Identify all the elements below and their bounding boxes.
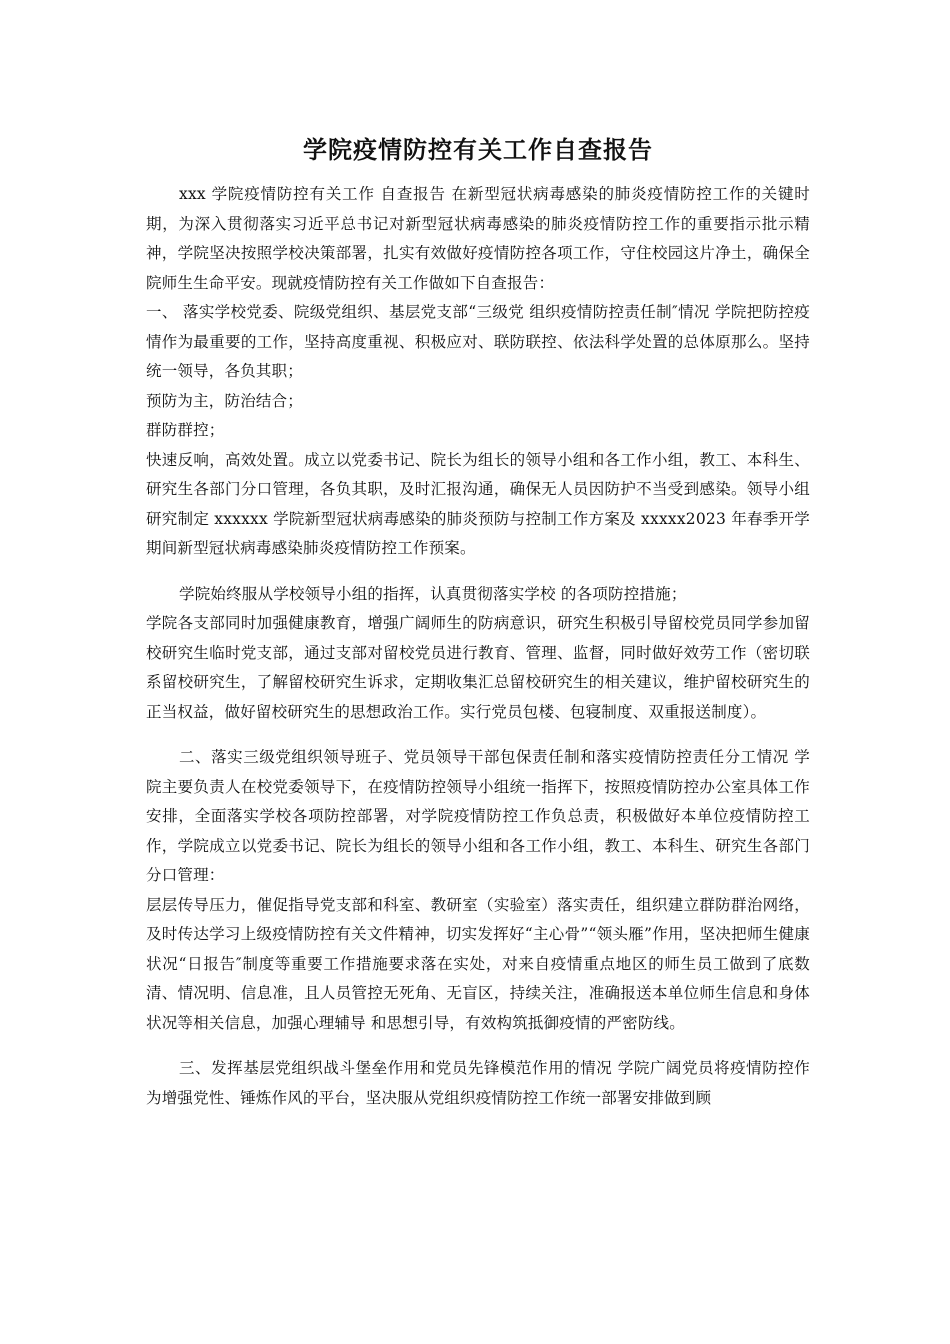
- paragraph-health-education: 学院各支部同时加强健康教育，增强广阔师生的防病意识，研究生积极引导留校党员同学参加留校研究生临时党支部，通过支部对留校党员进行教育、管理、监督，同时做好效劳工作（密切联系留校研究生，了解留校研究生诉求，定期收集汇总留校研究生的相关建议，维护留校研究生的正当权益，做好留校研究生的思想政治工作。实行党员包楼、包寝制度、双重报送制度）。: [146, 614, 810, 721]
- paragraph-principle-2: 群防群控；: [146, 421, 225, 439]
- paragraph-response: 快速反响，高效处置。成立以党委书记、院长为组长的领导小组和各工作小组，教工、本科生、研究生各部门分口管理，各负其职，及时汇报沟通，确保无人员因防护不当受到感染。领导小组研究制定 xxxxxx 学院新型冠状病毒感染的肺炎预防与控制工作方案及 xxxxx2023 年春季开学期间新型冠状病毒感染肺炎疫情防控工作预案。: [146, 450, 810, 557]
- paragraph-principle-1: 预防为主，防治结合；: [146, 391, 304, 410]
- document-title: 学院疫情防控有关工作自查报告: [303, 136, 653, 164]
- paragraph-section-3: 三、发挥基层党组织战斗堡垒作用和党员先锋模范作用的情况 学院广阔党员将疫情防控作为增强党性、锤炼作风的平台，坚决服从党组织疫情防控工作统一部署安排做到顾: [146, 1059, 810, 1107]
- document-body: [146, 180, 810, 1113]
- paragraph-pressure: 层层传导压力，催促指导党支部和科室、教研室（实验室）落实责任，组织建立群防群治网络，及时传达学习上级疫情防控有关文件精神，切实发挥好“主心骨”“领头雁”作用，坚决把师生健康状况“日报告″制度等重要工作措施要求落在实处，对来自疫情重点地区的师生员工做到了底数清、情况明、信息准，且人员管控无死角、无盲区，持续关注，准确报送本单位师生信息和身体状况等相关信息，加强心理辅导 和思想引导，有效构筑抵御疫情的严密防线。: [146, 895, 810, 1032]
- paragraph-section-1: 一、 落实学校党委、院级党组织、基层党支部“三级党 组织疫情防控责任制″情况 学院把防控疫情作为最重要的工作，坚持高度重视、积极应对、联防联控、依法科学处置的总体原那么。坚持统一领导，各负其职；: [146, 303, 810, 380]
- paragraph-section-2: 二、落实三级党组织领导班子、党员领导干部包保责任制和落实疫情防控责任分工情况 学院主要负责人在校党委领导下，在疫情防控领导小组统一指挥下，按照疫情防控办公室具体工作安排，全面落实学校各项防控部署，对学院疫情防控工作负总责，积极做好本单位疫情防控工作，学院成立以党委书记、院长为组长的领导小组和各工作小组，教工、本科生、研究生各部门分口管理：: [146, 748, 810, 884]
- paragraph-obey: 学院始终服从学校领导小组的指挥，认真贯彻落实学校 的各项防控措施；: [179, 584, 687, 603]
- paragraph-intro: xxx 学院疫情防控有关工作 自查报告 在新型冠状病毒感染的肺炎疫情防控工作的关键时期，为深入贯彻落实习近平总书记对新型冠状病毒感染的肺炎疫情防控工作的重要指示批示精神，学院坚决按照学校决策部署，扎实有效做好疫情防控各项工作，守住校园这片净土，确保全院师生生命平安。现就疫情防控有关工作做如下自查报告：: [146, 185, 810, 292]
